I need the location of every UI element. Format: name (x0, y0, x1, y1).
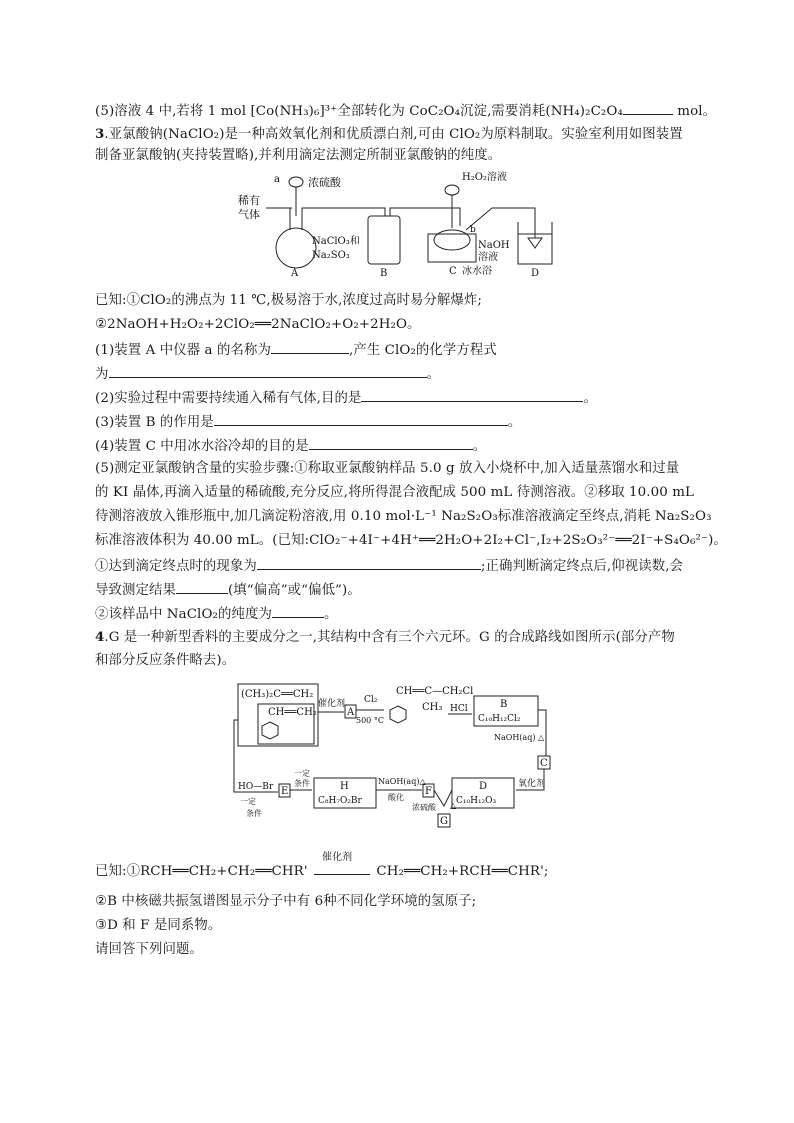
label-C: C (449, 266, 457, 277)
box-A-label: A (347, 707, 355, 718)
q4-stem-line2 (95, 651, 735, 671)
label-naoh: NaOH (478, 240, 510, 251)
q4-stem-text-1: .G 是一种新型香料的主要成分之一,其结构中含有三个六元环。G 的合成路线如图所示(部分产物 (104, 630, 675, 645)
h2o2-funnel (445, 185, 459, 195)
condition-2a: 一定 (294, 769, 310, 778)
q3-sub1-text-c: 导致测定结果 (95, 583, 176, 598)
conc-acid-label: 浓硫酸 (412, 803, 436, 812)
q3-part5-text-3: 待测溶液放入锥形瓶中,加几滴淀粉溶液,用 0.10 mol·L⁻¹ Na₂S₂O₃标准溶液滴定至终点,消耗 Na₂S₂O₃ (95, 509, 712, 524)
formula-B: C₁₀H₁₂Cl₂ (478, 714, 521, 724)
q3-sub1-text-a: ①达到滴定终点时的现象为 (95, 559, 257, 574)
q3-part5-line1 (95, 459, 735, 479)
benzene-ring-1 (262, 722, 278, 739)
q3-part2-text-b: 。 (583, 391, 597, 406)
q4-stem-text-2: 和部分反应条件略去)。 (95, 653, 236, 668)
q3-part1-cont (95, 363, 735, 385)
catalyst-label: 催化剂 (318, 699, 346, 709)
q3-part5-text-1: (5)测定亚氯酸钠含量的实验步骤:①称取亚氯酸钠样品 5.0 g 放入小烧杯中,加入适量蒸馏水和过量 (95, 461, 680, 476)
naoh-acid-label-2: 酸化 (388, 793, 404, 802)
box-H-label: H (340, 781, 349, 792)
q4-known-2 (95, 892, 735, 912)
naoh-aq-label: NaOH(aq) △ (494, 733, 545, 742)
box-B-label: B (500, 699, 508, 710)
label-b: b (470, 225, 476, 235)
q3-part4-text-b: 。 (472, 439, 487, 454)
q3-part5-line3 (95, 507, 735, 527)
q4-ask-text: 请回答下列问题。 (95, 942, 203, 957)
condition-1b: 条件 (246, 809, 262, 818)
answer-blank-s1-a[interactable] (257, 555, 481, 570)
q4-known-2-text: ②B 中核磁共振氢谱图显示分子中有 6种不同化学环境的氢原子; (95, 894, 477, 909)
q3-part4-text-a: (4)装置 C 中用冰水浴冷却的目的是 (95, 439, 309, 454)
q4-known-3-text: ③D 和 F 是同系物。 (95, 918, 222, 933)
answer-blank-p4[interactable] (309, 435, 473, 450)
box-E-label: E (281, 786, 289, 797)
q3-part2 (95, 387, 735, 409)
ice-bath (428, 234, 476, 262)
dropping-funnel-a (289, 177, 303, 187)
naoh-acid-label-1: NaOH(aq)△ (378, 777, 426, 786)
label-na2so3: Na₂SO₃ (312, 250, 350, 261)
q3-stem-text-2: 制备亚氯酸钠(夹持装置略),并利用滴定法测定所制亚氯酸钠的纯度。 (95, 148, 502, 163)
q3-number: 3 (95, 126, 105, 142)
label-A: A (291, 268, 299, 279)
q3-stem-line1 (95, 124, 735, 145)
q3-sub1-cont (95, 579, 735, 601)
flask-c (434, 230, 470, 250)
q4-ask (95, 940, 735, 960)
flask-a (276, 228, 316, 268)
q3-sub1-text-b: ;正确判断滴定终点后,仰视读数,会 (480, 559, 684, 574)
box-D-label: D (479, 781, 488, 792)
q3-known-1 (95, 291, 735, 311)
q3-part3 (95, 411, 735, 433)
q3-known-1-text: 已知:①ClO₂的沸点为 11 ℃,极易溶于水,浓度过高时易分解爆炸; (95, 293, 483, 308)
q3-part4 (95, 435, 735, 457)
hcl-label: HCl (450, 704, 468, 714)
q4-stem-line1 (95, 627, 735, 648)
box-C-label: C (540, 758, 548, 769)
temp-label: 500 °C (356, 716, 384, 725)
inverted-funnel (528, 238, 542, 248)
synthesis-scheme (232, 680, 572, 830)
q-prev-part5 (95, 100, 735, 122)
q3-part3-text-a: (3)装置 B 的作用是 (95, 415, 214, 430)
label-gas-2: 气体 (238, 208, 260, 221)
box-F-label: F (425, 786, 432, 797)
q3-part5-line4 (95, 531, 735, 551)
label-h2o2: H₂O₂溶液 (462, 172, 507, 183)
q3-sub2-text-a: ②该样品中 NaClO₂的纯度为 (95, 607, 272, 622)
label-naclo3: NaClO₃和 (312, 236, 360, 247)
q3-sub1 (95, 555, 735, 577)
answer-blank-p2[interactable] (361, 387, 583, 402)
tube-a-b (302, 208, 385, 216)
formula-H: C₈H₇O₂Br (318, 796, 362, 806)
q3-part5-text-2: 的 KI 晶体,再滴入适量的稀硫酸,充分反应,将所得混合液配成 500 mL 待测溶液。②移取 10.00 mL (95, 485, 695, 500)
catalyst-arrow (312, 852, 372, 882)
intermediate-structure: CH══C—CH₂Cl (396, 686, 474, 697)
q3-sub1-text-d: (填“偏高”或“偏低”)。 (227, 583, 361, 598)
bottle-b (368, 216, 400, 264)
q3-part1-text-d: 。 (426, 367, 440, 382)
condition-1a: 一定 (240, 797, 256, 806)
answer-blank-s2[interactable] (272, 603, 324, 618)
label-ice-bath: 冰水浴 (462, 266, 492, 277)
q3-known-2-text: ②2NaOH+H₂O₂+2ClO₂══2NaClO₂+O₂+2H₂O。 (95, 317, 421, 332)
methyl-label: CH₃ (422, 702, 443, 713)
cl2-label: Cl₂ (364, 695, 378, 705)
q3-sub2-text-b: 。 (323, 607, 338, 622)
label-D: D (531, 268, 540, 279)
q3-stem-line2 (95, 146, 735, 166)
answer-blank-s1-b[interactable] (176, 579, 228, 594)
q3-part1-text-c: 为 (95, 367, 109, 382)
q3-part3-text-b: 。 (507, 415, 522, 430)
reactant-2: CH══CH₂ (268, 707, 317, 718)
q4-known-1-text-a: 已知:①RCH══CH₂+CH₂══CHR' (95, 864, 308, 879)
answer-blank[interactable] (623, 100, 673, 115)
hobr-label: HO—Br (238, 782, 274, 792)
q3-part2-text-a: (2)实验过程中需要持续通入稀有气体,目的是 (95, 391, 362, 406)
q3-sub2 (95, 603, 735, 625)
catalyst-arrow-label: 催化剂 (321, 852, 353, 863)
q4-known-3 (95, 916, 735, 936)
q4-number: 4 (95, 629, 105, 645)
q4-known-1-text-b: CH₂══CH₂+RCH══CHR'; (376, 864, 549, 879)
reactant-1: (CH₃)₂C══CH₂ (241, 689, 314, 700)
label-B: B (380, 268, 388, 279)
q3-part1-text-a: (1)装置 A 中仪器 a 的名称为 (95, 343, 271, 358)
q3-stem-text-1: .亚氯酸钠(NaClO₂)是一种高效氧化剂和优质漂白剂,可由 ClO₂为原料制取。实验室利用如图装置 (104, 127, 683, 142)
label-a: a (274, 174, 280, 185)
answer-blank-p1-a[interactable] (271, 339, 349, 354)
label-conc-acid: 浓硫酸 (308, 176, 341, 189)
q4-known-1 (95, 852, 735, 882)
answer-blank-p1-b[interactable] (109, 363, 427, 378)
apparatus-figure (230, 168, 560, 280)
q3-part5-line2 (95, 483, 735, 503)
heat-label: △ (450, 801, 457, 810)
q3-part1 (95, 339, 735, 361)
q3-part1-text-b: ,产生 ClO₂的化学方程式 (348, 343, 497, 358)
formula-D: C₁₀H₁₂O₃ (456, 796, 497, 806)
benzene-ring-2 (390, 706, 406, 723)
oxidant-label: 氧化剂 (518, 779, 546, 789)
q3-part5-text-4: 标准溶液体积为 40.00 mL。(已知:ClO₂⁻+4I⁻+4H⁺══2H₂O+2I₂+Cl⁻,I₂+2S₂O₃²⁻══2I⁻+S₄O₆²⁻)。 (95, 533, 727, 548)
q3-known-2 (95, 315, 735, 335)
answer-blank-p3[interactable] (214, 411, 508, 426)
condition-2b: 条件 (294, 779, 310, 788)
label-gas-1: 稀有 (238, 194, 260, 207)
q-prev-part5-text: (5)溶液 4 中,若将 1 mol [Co(NH₃)₆]³⁺全部转化为 CoC₂O₄沉淀,需要消耗(NH₄)₂C₂O₄ (95, 104, 623, 119)
box-G-label: G (440, 816, 448, 827)
label-solution: 溶液 (478, 252, 498, 263)
q-prev-part5-unit: mol。 (672, 104, 717, 119)
